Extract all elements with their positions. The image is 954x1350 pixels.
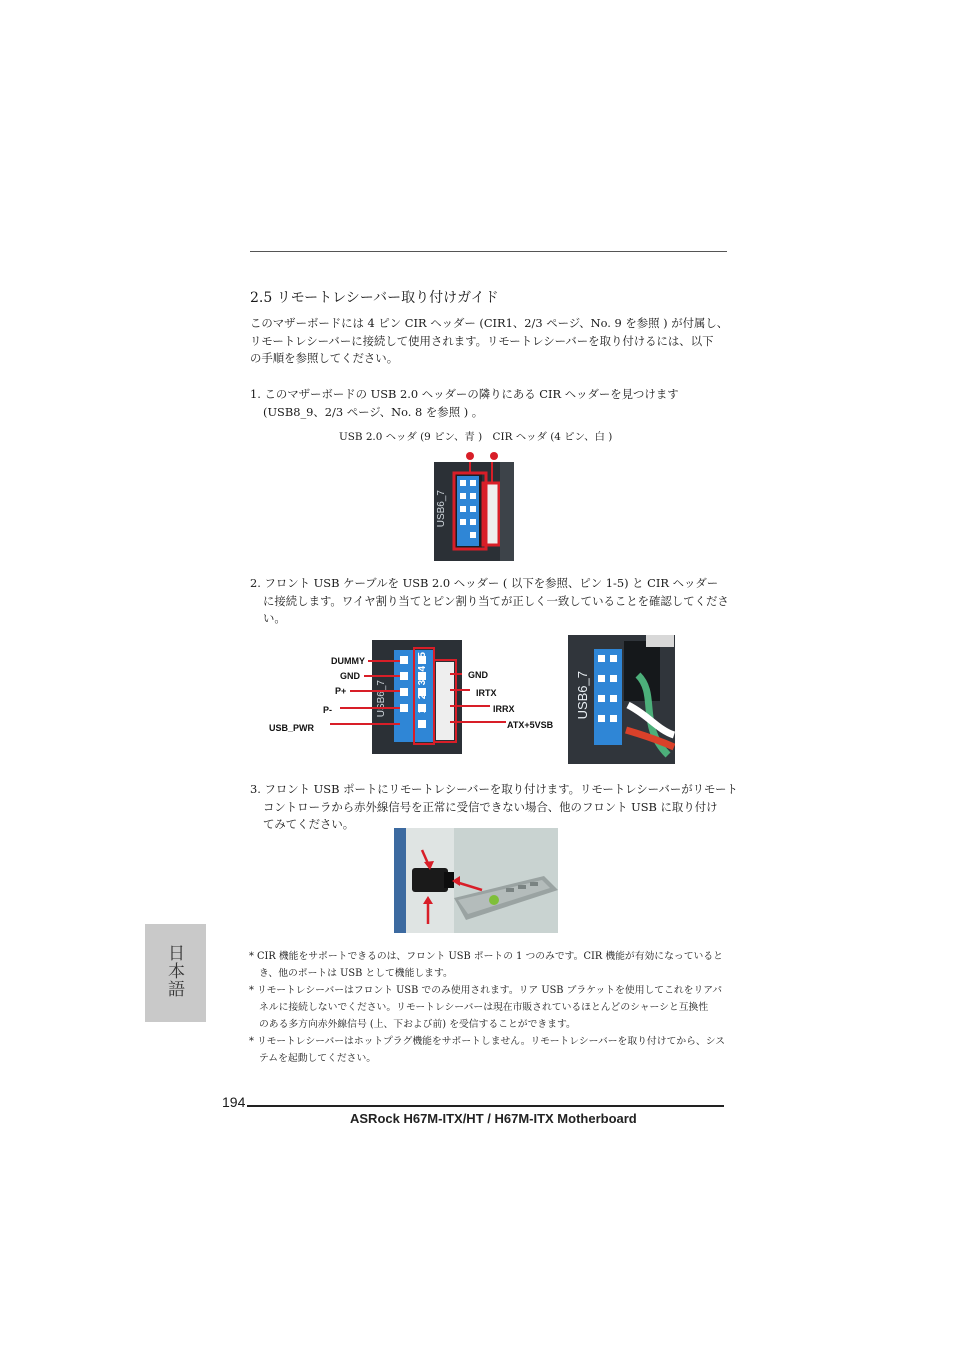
step-1-line: 1. このマザーボードの USB 2.0 ヘッダーの隣りにある CIR ヘッダーを見つけます [250, 387, 679, 401]
figure-1-pointer-dots [462, 448, 502, 466]
step-3-line: 3. フロント USB ポートにリモートレシーバーを取り付けます。リモートレシーバーがリモート [250, 782, 738, 796]
note-line: * リモートレシーバーはフロント USB でのみ使用されます。リア USB ブラケットを使用してこれをリアパ [249, 985, 723, 996]
footer-rule [247, 1105, 724, 1107]
figure-2-cabled-photo [568, 635, 675, 764]
step-3-line: コントローラから赤外線信号を正常に受信できない場合、他のフロント USB に取り付け [263, 799, 718, 814]
intro-line: リモートレシーバーに接続して使用されます。リモートレシーバーを取り付けるには、以下 [250, 333, 714, 348]
pin-number: 3 [417, 679, 428, 686]
footer-title: ASRock H67M-ITX/HT / H67M-ITX Motherboard [350, 1111, 637, 1126]
note-line: * CIR 機能をサポートできるのは、フロント USB ポートの 1 つのみです。CIR 機能が有効になっていると [249, 951, 723, 962]
pin-label-irrx: IRRX [493, 704, 515, 714]
note-line: * リモートレシーバーはホットプラグ機能をサポートしません。リモートレシーバーを取り付けてから、シス [249, 1036, 726, 1047]
step-3-line: てみてください。 [263, 817, 355, 831]
top-rule [250, 251, 727, 252]
board-silkscreen-label: USB6_7 [436, 490, 447, 528]
pin-label-irtx: IRTX [476, 688, 497, 698]
step-2 [250, 575, 729, 628]
step-2-line: い。 [263, 611, 286, 625]
language-side-tab-label: 日本語 [164, 944, 184, 998]
pin-number: 5 [417, 652, 428, 658]
pin-label-gnd: GND [340, 671, 360, 681]
pin-label-p-minus: P- [323, 705, 332, 715]
intro-line: このマザーボードには 4 ピン CIR ヘッダー (CIR1、2/3 ページ、No. 9 を参照 ) が付属し、 [250, 316, 729, 330]
intro-paragraph [250, 315, 728, 368]
pin-number: 1 [417, 707, 428, 714]
note-line: のある多方向赤外線信号 (上、下および前) を受信することができます。 [259, 1019, 576, 1030]
step-3 [250, 781, 738, 834]
figure-1-caption: USB 2.0 ヘッダ (9 ピン、青 ) CIR ヘッダ (4 ピン、白 ) [339, 431, 613, 443]
pin-number: 2 [417, 693, 428, 700]
pin-label-dummy: DUMMY [331, 656, 365, 666]
step-1-line: (USB8_9、2/3 ページ、No. 8 を参照 ) 。 [263, 404, 484, 419]
board-silkscreen-label: USB6_7 [376, 680, 387, 718]
step-1 [250, 386, 679, 421]
figure-1-photo [434, 462, 514, 561]
figure-3-receiver-photo [394, 828, 558, 933]
board-silkscreen-label: USB6_7 [575, 671, 590, 720]
pin-label-cir-gnd: GND [468, 670, 488, 680]
step-2-line: 2. フロント USB ケーブルを USB 2.0 ヘッダー ( 以下を参照、ピン 1-5) と CIR ヘッダー [250, 576, 719, 590]
note-line: ネルに接続しないでください。リモートレシーバーは現在市販されているほとんどのシャーシと互換性 [259, 1002, 709, 1013]
pin-number: 4 [417, 665, 428, 672]
section-title: 2.5 リモートレシーバー取り付けガイド [250, 290, 499, 306]
language-side-tab [145, 924, 206, 1022]
page-number: 194 [222, 1094, 246, 1110]
intro-line: の手順を参照してください。 [250, 351, 399, 365]
note-line: テムを起動してください。 [259, 1053, 377, 1064]
receiver-photo-graphic [394, 828, 558, 933]
notes [249, 948, 725, 1067]
step-2-line: に接続します。ワイヤ割り当てとピン割り当てが正しく一致していることを確認してくださ [263, 593, 729, 608]
pin-label-atx-5vsb: ATX+5VSB [507, 720, 554, 730]
pin-label-usb-pwr: USB_PWR [269, 723, 315, 733]
note-line: き、他のポートは USB として機能します。 [259, 968, 453, 979]
pin-label-p-plus: P+ [335, 686, 347, 696]
